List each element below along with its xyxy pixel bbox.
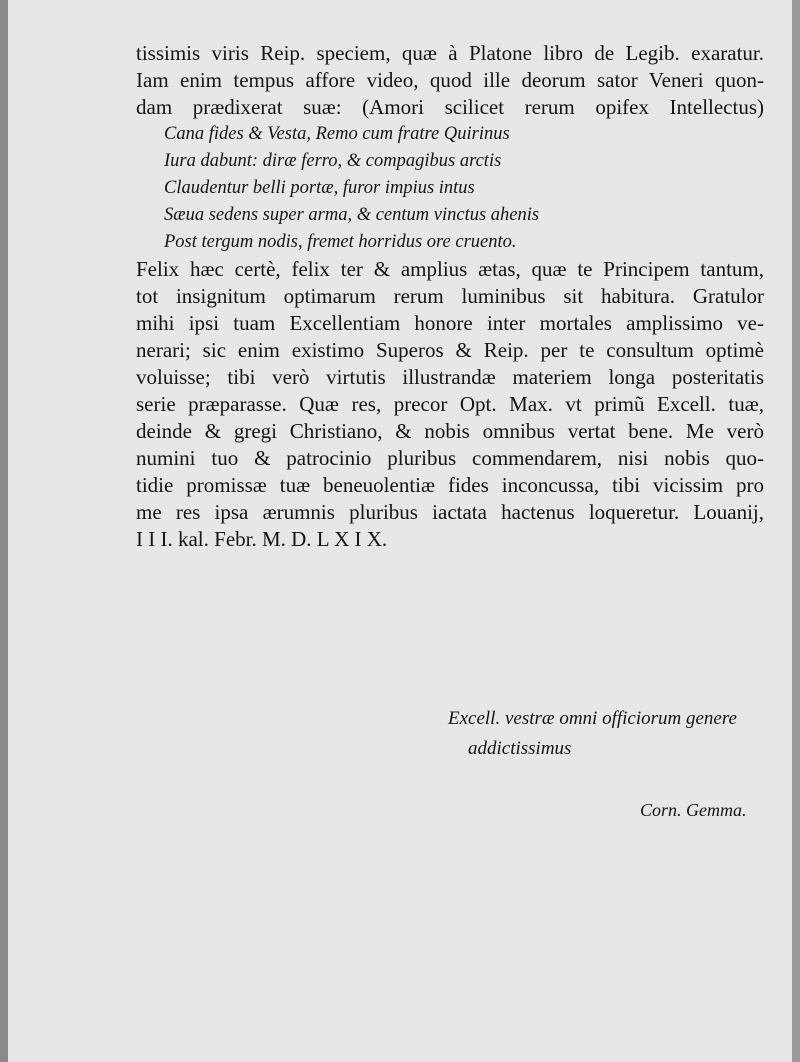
text-line: nerari; sic enim existimo Superos & Reip. per te consultum optimè <box>136 338 764 362</box>
body-text <box>136 40 764 553</box>
closing-formula-continued: addictissimus <box>468 738 572 759</box>
text-line: numini tuo & patrocinio pluribus commendarem, nisi nobis quo- <box>136 446 764 470</box>
verse-line: Post tergum nodis, fremet horridus ore cruento. <box>164 232 517 252</box>
text-line: deinde & gregi Christiano, & nobis omnibus vertat bene. Me verò <box>136 419 764 443</box>
text-line: dam prædixerat suæ: (Amori scilicet rerum opifex Intellectus) <box>136 95 764 119</box>
text-line: me res ipsa ærumnis pluribus iactata hactenus loqueretur. Louanij, <box>136 500 764 524</box>
closing-formula: Excell. vestræ omni officiorum genere <box>448 708 737 729</box>
text-line: serie præparasse. Quæ res, precor Opt. Max. vt primũ Excell. tuæ, <box>136 392 764 416</box>
text-line: Iam enim tempus affore video, quod ille deorum sator Veneri quon- <box>136 68 764 92</box>
left-page-edge <box>0 0 8 1062</box>
right-page-edge <box>792 0 800 1062</box>
signature-name: Corn. Gemma. <box>640 800 747 820</box>
text-line: voluisse; tibi verò virtutis illustrandæ materiem longa posteritatis <box>136 365 764 389</box>
text-line: tissimis viris Reip. speciem, quæ à Platone libro de Legib. exaratur. <box>136 41 764 65</box>
verse-line: Cana fides & Vesta, Remo cum fratre Quirinus <box>164 124 510 144</box>
date-line: I I I. kal. Febr. M. D. L X I X. <box>136 527 388 551</box>
text-line: Felix hæc certè, felix ter & amplius ætas, quæ te Principem tantum, <box>136 257 764 281</box>
text-line: tot insignitum optimarum rerum luminibus sit habitura. Gratulor <box>136 284 764 308</box>
text-line: tidie promissæ tuæ beneuolentiæ fides inconcussa, tibi vicissim pro <box>136 473 764 497</box>
verse-line: Iura dabunt: diræ ferro, & compagibus arctis <box>164 151 502 171</box>
text-line: mihi ipsi tuam Excellentiam honore inter mortales amplissimo ve- <box>136 311 764 335</box>
verse-line: Sæua sedens super arma, & centum vinctus ahenis <box>164 205 540 225</box>
verse-line: Claudentur belli portæ, furor impius intus <box>164 178 475 198</box>
